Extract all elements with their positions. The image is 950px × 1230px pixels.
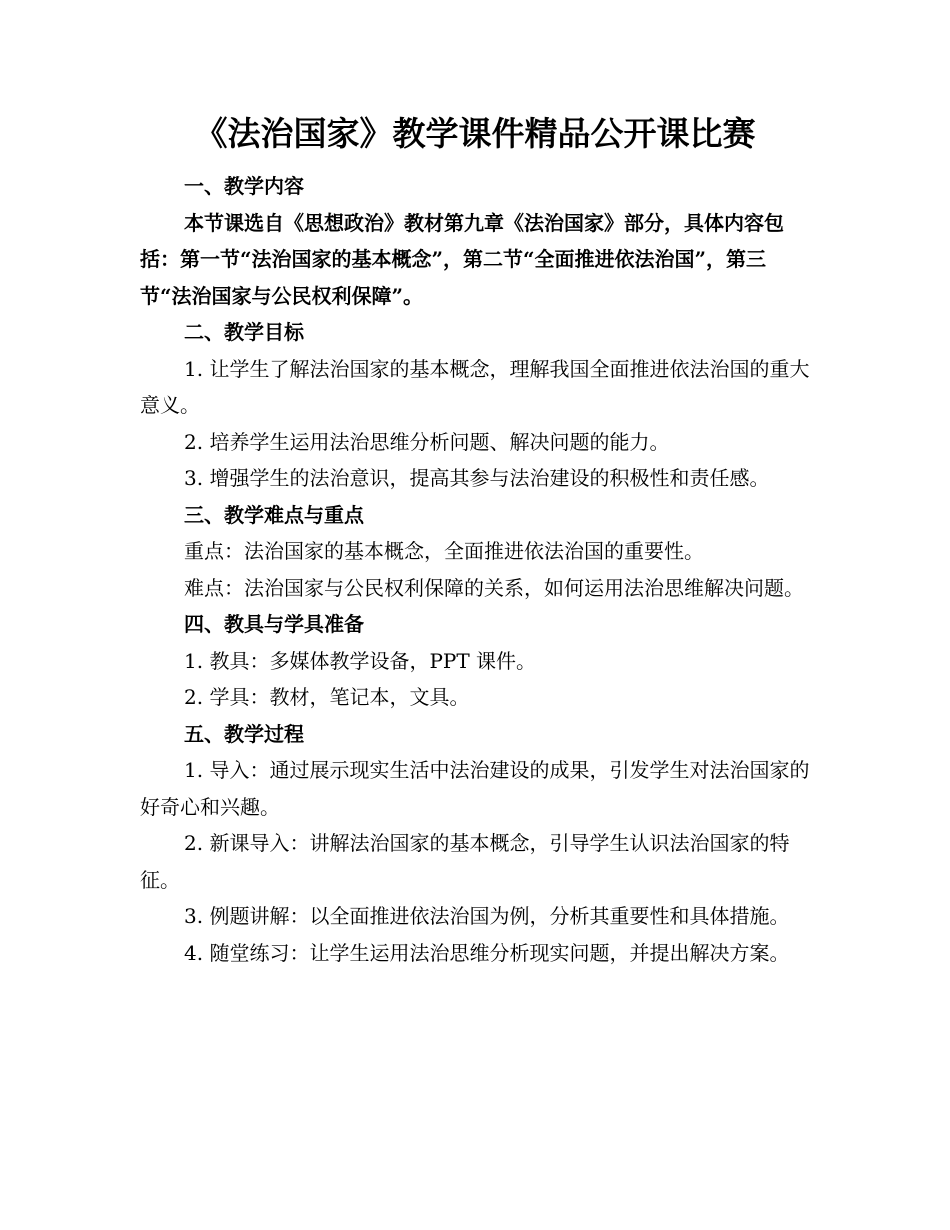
section-heading-teaching-goals: 二、教学目标: [184, 320, 304, 344]
section-heading-teaching-aids: 四、教具与学具准备: [184, 612, 364, 636]
section-paragraph: 4. 随堂练习：让学生运用法治思维分析现实问题，并提出解决方案。: [184, 940, 790, 965]
document-body: [140, 168, 812, 971]
section-heading-teaching-content: 一、教学内容: [184, 174, 304, 198]
section-heading-key-points: 三、教学难点与重点: [184, 502, 364, 527]
section-paragraph: 1. 让学生了解法治国家的基本概念，理解我国全面推进依法治国的重大意义。: [140, 356, 810, 417]
section-paragraph: 3. 例题讲解：以全面推进依法治国为例，分析其重要性和具体措施。: [184, 904, 790, 928]
section-paragraph: 2. 新课导入：讲解法治国家的基本概念，引导学生认识法治国家的特征。: [140, 831, 790, 892]
section-paragraph: 本节课选自《思想政治》教材第九章《法治国家》部分，具体内容包括：第一节“法治国家的基本概念”，第二节“全面推进依法治国”，第三节“法治国家与公民权利保障”。: [140, 210, 784, 308]
section-paragraph: 2. 学具：教材，笔记本，文具。: [184, 685, 470, 709]
section-paragraph: 3. 增强学生的法治意识，提高其参与法治建设的积极性和责任感。: [184, 466, 770, 490]
section-paragraph: 2. 培养学生运用法治思维分析问题、解决问题的能力。: [184, 429, 670, 454]
section-paragraph: 重点：法治国家的基本概念，全面推进依法治国的重要性。: [184, 539, 704, 563]
document-title: 《法治国家》教学课件精品公开课比赛: [194, 114, 756, 153]
section-paragraph: 难点：法治国家与公民权利保障的关系，如何运用法治思维解决问题。: [184, 575, 804, 600]
section-paragraph: 1. 导入：通过展示现实生活中法治建设的成果，引发学生对法治国家的好奇心和兴趣。: [140, 758, 810, 819]
section-paragraph: 1. 教具：多媒体教学设备，PPT 课件。: [184, 648, 537, 673]
section-heading-teaching-process: 五、教学过程: [184, 721, 304, 746]
